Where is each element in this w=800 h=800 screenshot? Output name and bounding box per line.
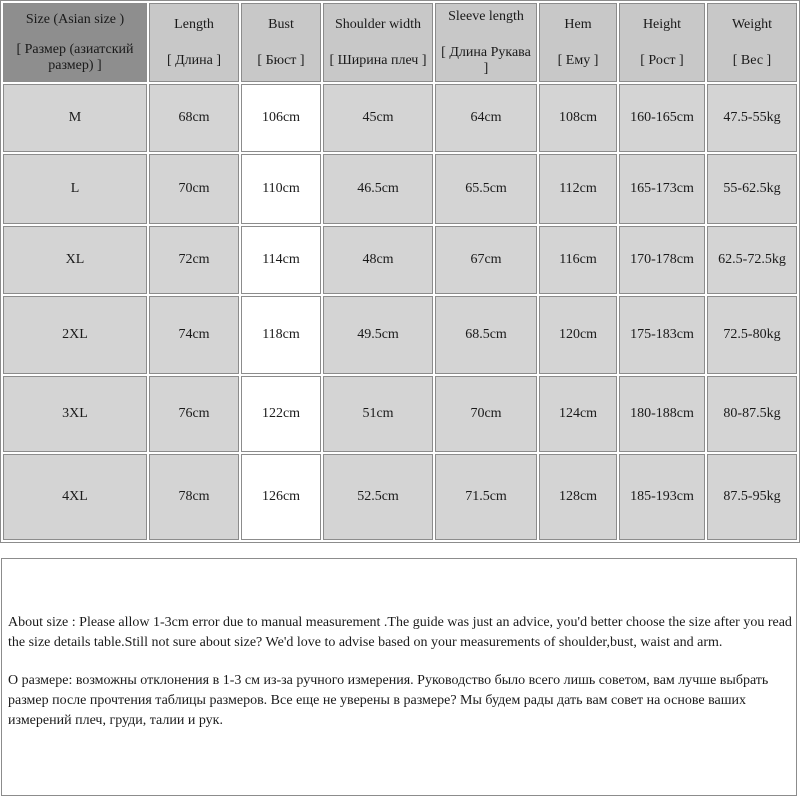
bust-cell: 114cm — [241, 226, 321, 294]
header-row — [3, 3, 797, 82]
weight-cell: 87.5-95kg — [707, 454, 797, 540]
height-cell: 170-178cm — [619, 226, 705, 294]
table-row — [3, 376, 797, 452]
size-cell: XL — [3, 226, 147, 294]
shoulder-cell: 51cm — [323, 376, 433, 452]
length-cell: 78cm — [149, 454, 239, 540]
hem-cell: 108cm — [539, 84, 617, 152]
sleeve-cell: 71.5cm — [435, 454, 537, 540]
shoulder-cell: 48cm — [323, 226, 433, 294]
height-cell: 185-193cm — [619, 454, 705, 540]
header-weight-en: Weight — [731, 16, 773, 32]
hem-cell: 112cm — [539, 154, 617, 224]
header-height — [619, 3, 705, 82]
header-shoulder-ru: [ Ширина плеч ] — [329, 52, 427, 68]
header-bust-ru: [ Бюст ] — [257, 52, 305, 68]
header-size-ru: [ Размер (азиатский размер) ] — [16, 41, 134, 73]
header-hem-en: Hem — [564, 16, 592, 32]
header-shoulder-width — [323, 3, 433, 82]
weight-cell: 72.5-80kg — [707, 296, 797, 374]
header-hem-ru: [ Ему ] — [557, 52, 599, 68]
size-cell: 4XL — [3, 454, 147, 540]
bust-cell: 106cm — [241, 84, 321, 152]
size-cell: 2XL — [3, 296, 147, 374]
header-size-en: Size (Asian size ) — [25, 11, 125, 27]
weight-cell: 47.5-55kg — [707, 84, 797, 152]
shoulder-cell: 45cm — [323, 84, 433, 152]
shoulder-cell: 46.5cm — [323, 154, 433, 224]
sleeve-cell: 70cm — [435, 376, 537, 452]
hem-cell: 116cm — [539, 226, 617, 294]
table-row — [3, 454, 797, 540]
table-row — [3, 296, 797, 374]
header-size — [3, 3, 147, 82]
size-note-english: About size : Please allow 1-3cm error due to manual measurement .The guide was just an advice, you'd better choose the size after you read the size details table.Still not sure about size? We'd love to advise based on your measurements of shoulder,bust, waist and arm. — [8, 615, 792, 650]
header-bust — [241, 3, 321, 82]
header-height-en: Height — [642, 16, 682, 32]
weight-cell: 55-62.5kg — [707, 154, 797, 224]
header-length-en: Length — [174, 16, 214, 32]
bust-cell: 122cm — [241, 376, 321, 452]
length-cell: 70cm — [149, 154, 239, 224]
bust-cell: 126cm — [241, 454, 321, 540]
size-cell: M — [3, 84, 147, 152]
header-sleeve-ru: [ Длина Рукава ] — [441, 44, 531, 76]
weight-cell: 80-87.5kg — [707, 376, 797, 452]
size-cell: 3XL — [3, 376, 147, 452]
sleeve-cell: 67cm — [435, 226, 537, 294]
bust-cell: 118cm — [241, 296, 321, 374]
size-cell: L — [3, 154, 147, 224]
header-sleeve-length — [435, 3, 537, 82]
length-cell: 68cm — [149, 84, 239, 152]
sleeve-cell: 64cm — [435, 84, 537, 152]
bust-cell: 110cm — [241, 154, 321, 224]
shoulder-cell: 52.5cm — [323, 454, 433, 540]
header-length — [149, 3, 239, 82]
hem-cell: 120cm — [539, 296, 617, 374]
weight-cell: 62.5-72.5kg — [707, 226, 797, 294]
height-cell: 165-173cm — [619, 154, 705, 224]
header-sleeve-en: Sleeve length — [448, 8, 524, 24]
header-hem — [539, 3, 617, 82]
height-cell: 180-188cm — [619, 376, 705, 452]
table-row — [3, 154, 797, 224]
header-height-ru: [ Рост ] — [640, 52, 684, 68]
header-length-ru: [ Длина ] — [166, 52, 222, 68]
height-cell: 175-183cm — [619, 296, 705, 374]
length-cell: 74cm — [149, 296, 239, 374]
table-row — [3, 84, 797, 152]
size-notes — [1, 558, 797, 796]
hem-cell: 128cm — [539, 454, 617, 540]
sleeve-cell: 68.5cm — [435, 296, 537, 374]
header-bust-en: Bust — [268, 16, 294, 32]
size-note-russian: О размере: возможны отклонения в 1-3 см из-за ручного измерения. Руководство было всего лишь советом, вам лучше выбрать размер после прочтения таблицы размеров. Все еще не уверены в размере? Мы будем рады дать вам совет на основе ваших измерений плеч, груди, талии и рук. — [8, 673, 769, 728]
length-cell: 76cm — [149, 376, 239, 452]
shoulder-cell: 49.5cm — [323, 296, 433, 374]
length-cell: 72cm — [149, 226, 239, 294]
header-weight — [707, 3, 797, 82]
header-weight-ru: [ Вес ] — [732, 52, 772, 68]
header-shoulder-en: Shoulder width — [335, 16, 421, 32]
hem-cell: 124cm — [539, 376, 617, 452]
table-row — [3, 226, 797, 294]
sleeve-cell: 65.5cm — [435, 154, 537, 224]
height-cell: 160-165cm — [619, 84, 705, 152]
